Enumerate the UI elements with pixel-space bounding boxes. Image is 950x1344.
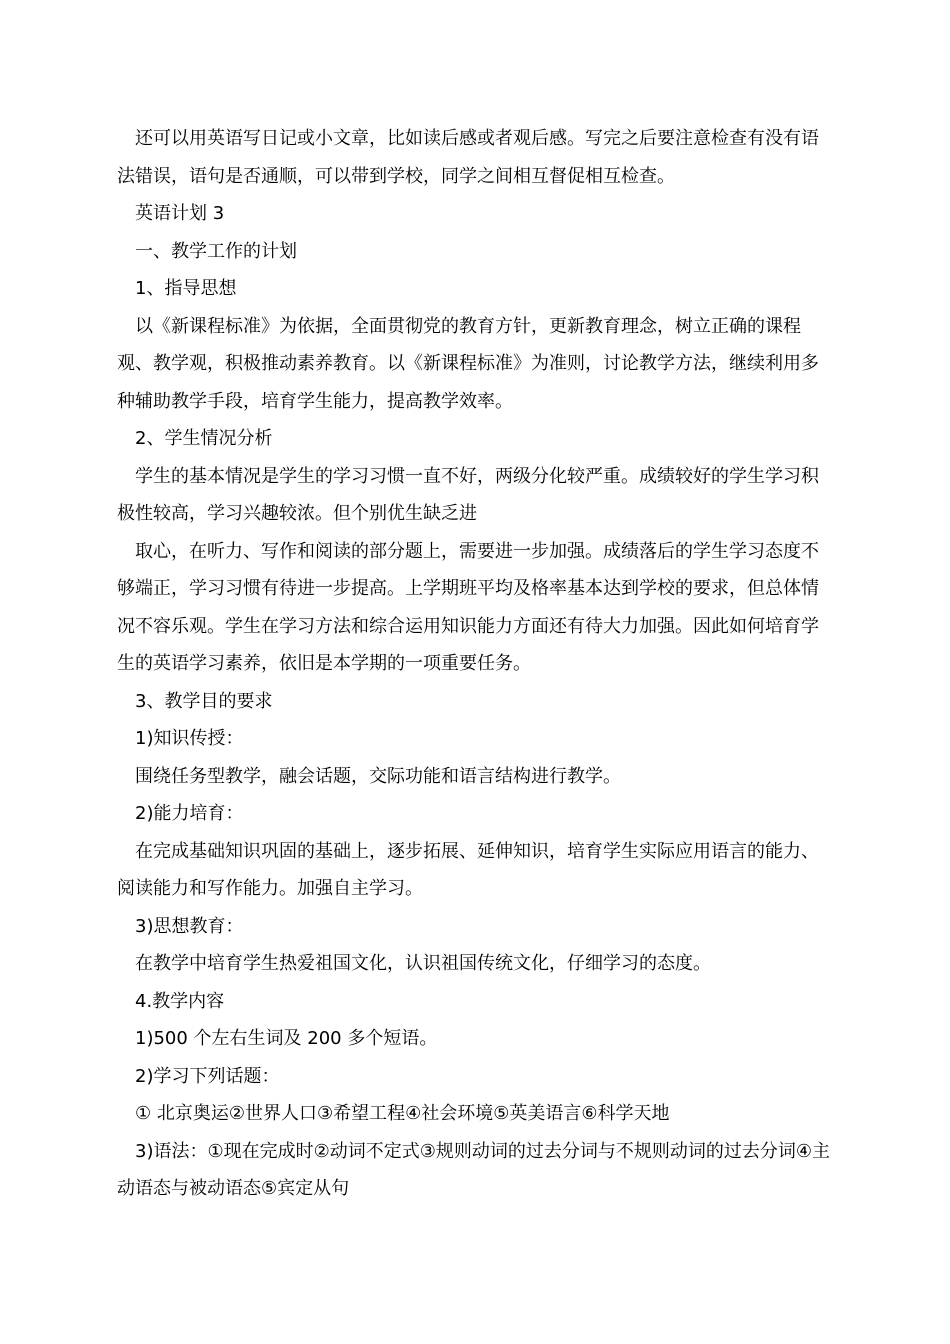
list-item-topics: ① 北京奥运②世界人口③希望工程④社会环境⑤英美语言⑥科学天地 — [135, 1103, 670, 1124]
heading-teaching-goals: 3、教学目的要求 — [135, 690, 273, 712]
list-item-vocabulary: 1)500 个左右生词及 200 多个短语。 — [135, 1028, 438, 1049]
heading-teaching-plan: 一、教学工作的计划 — [135, 240, 297, 262]
list-item-topics-heading: 2)学习下列话题： — [135, 1065, 280, 1087]
paragraph-guiding-ideology: 以《新课程标准》为依据，全面贯彻党的教育方针，更新教育理念，树立正确的课程观、教学观，积极推动素养教育。以《新课程标准》为准则，讨论教学方法，继续利用多种辅助教学手段，培育学生能力，提高教学效率。 — [117, 315, 819, 412]
heading-ability-cultivation: 2)能力培育： — [135, 803, 244, 824]
heading-english-plan-3: 英语计划 3 — [135, 203, 225, 224]
document-body — [117, 120, 835, 1208]
heading-student-analysis: 2、学生情况分析 — [135, 428, 273, 449]
paragraph-diary-advice: 还可以用英语写日记或小文章，比如读后感或者观后感。写完之后要注意检查有没有语法错误，语句是否通顺，可以带到学校，同学之间相互督促相互检查。 — [117, 128, 819, 187]
paragraph-knowledge-transfer: 围绕任务型教学，融会话题，交际功能和语言结构进行教学。 — [135, 765, 621, 787]
paragraph-student-analysis-2: 取心，在听力、写作和阅读的部分题上，需要进一步加强。成绩落后的学生学习态度不够端正，学习习惯有待进一步提高。上学期班平均及格率基本达到学校的要求，但总体情况不容乐观。学生在学习方法和综合运用知识能力方面还有待大力加强。因此如何培育学生的英语学习素养，依旧是本学期的一项重要任务。 — [117, 540, 819, 674]
paragraph-ability-cultivation: 在完成基础知识巩固的基础上，逐步拓展、延伸知识，培育学生实际应用语言的能力、阅读能力和写作能力。加强自主学习。 — [117, 840, 819, 899]
list-item-grammar: 3)语法：①现在完成时②动词不定式③规则动词的过去分词与不规则动词的过去分词④主动语态与被动语态⑤宾定从句 — [117, 1140, 831, 1199]
heading-teaching-content: 4.教学内容 — [135, 990, 225, 1012]
paragraph-student-analysis-1: 学生的基本情况是学生的学习习惯一直不好，两级分化较严重。成绩较好的学生学习积极性较高，学习兴趣较浓。但个别优生缺乏进 — [117, 465, 819, 524]
paragraph-ideological-education: 在教学中培育学生热爱祖国文化，认识祖国传统文化，仔细学习的态度。 — [135, 953, 711, 974]
heading-knowledge-transfer: 1)知识传授： — [135, 728, 244, 749]
heading-ideological-education: 3)思想教育： — [135, 915, 244, 937]
heading-guiding-ideology: 1、指导思想 — [135, 278, 237, 299]
